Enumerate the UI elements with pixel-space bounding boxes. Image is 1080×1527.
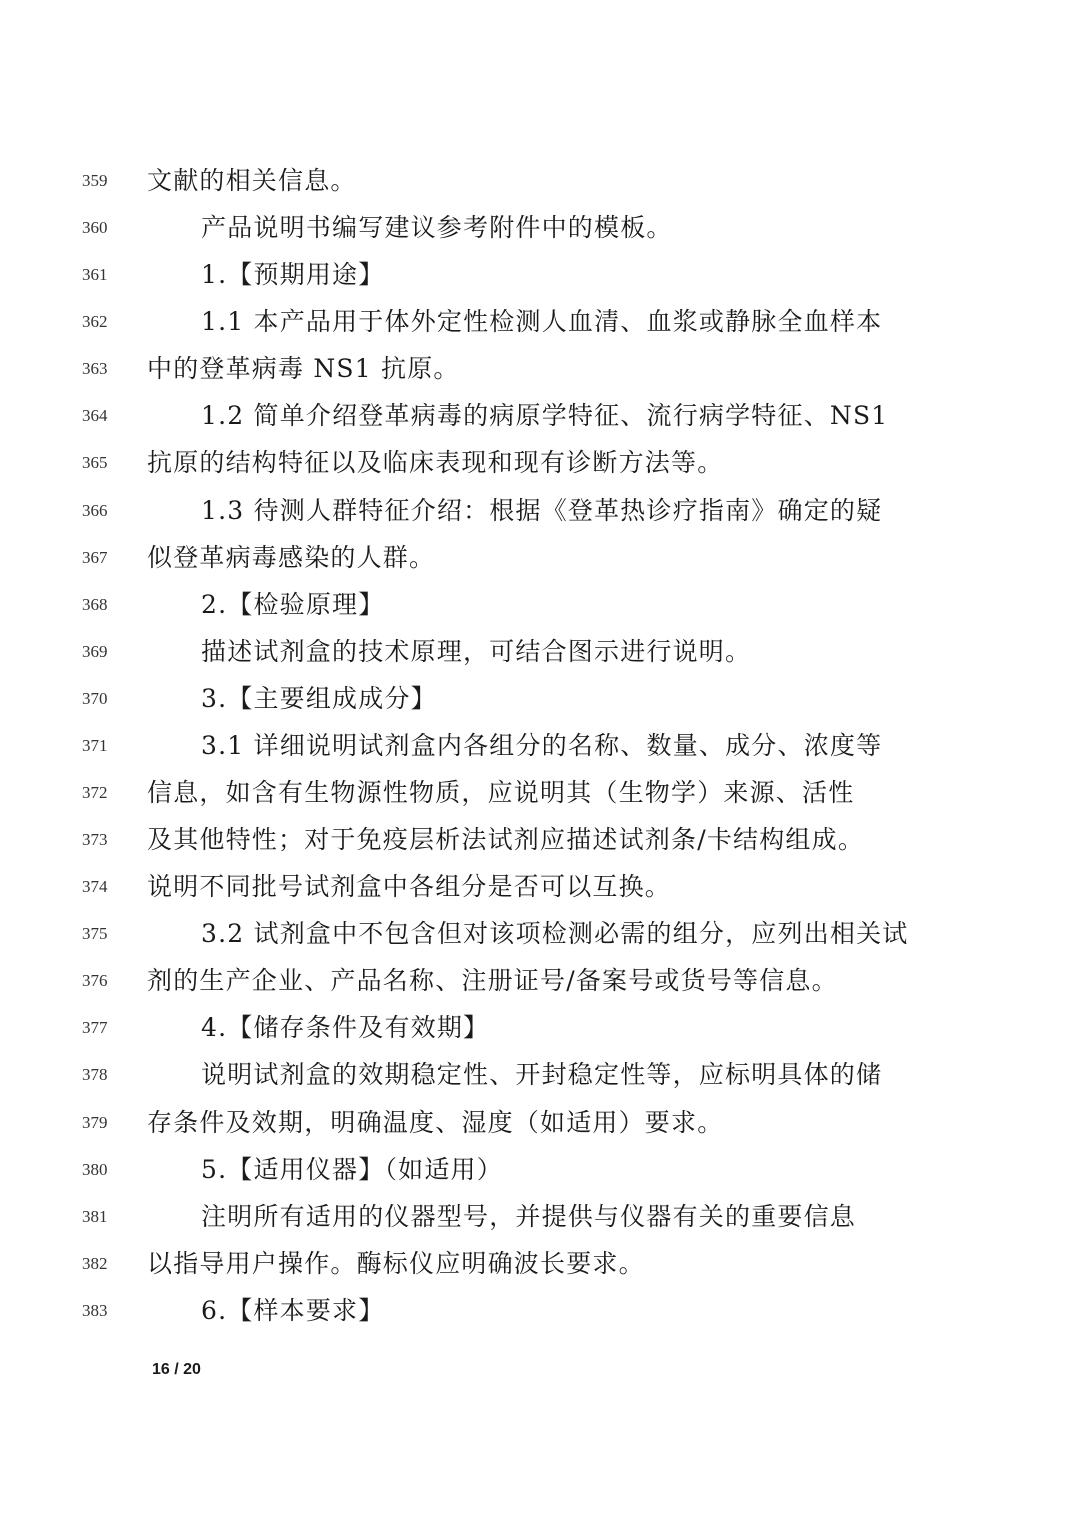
line-number: 364 bbox=[82, 406, 108, 426]
line-text: 产品说明书编写建议参考附件中的模板。 bbox=[201, 213, 673, 243]
line-number: 362 bbox=[82, 312, 108, 332]
line-number: 381 bbox=[82, 1206, 108, 1226]
line-number: 369 bbox=[82, 641, 108, 661]
text-line bbox=[0, 1004, 1080, 1051]
line-text: 2.【检验原理】 bbox=[201, 589, 385, 619]
line-text: 描述试剂盒的技术原理，可结合图示进行说明。 bbox=[201, 636, 752, 666]
line-text: 5.【适用仪器】（如适用） bbox=[201, 1154, 503, 1184]
text-body bbox=[0, 157, 1080, 1334]
line-text: 说明试剂盒的效期稳定性、开封稳定性等，应标明具体的储 bbox=[201, 1060, 883, 1090]
text-line bbox=[0, 722, 1080, 769]
line-text: 中的登革病毒 NS1 抗原。 bbox=[147, 354, 460, 384]
line-text: 信息，如含有生物源性物质，应说明其（生物学）来源、活性 bbox=[147, 778, 855, 808]
line-text: 剂的生产企业、产品名称、注册证号/备案号或货号等信息。 bbox=[147, 966, 838, 996]
line-text: 1.2 简单介绍登革病毒的病原学特征、流行病学特征、NS1 bbox=[201, 401, 889, 431]
text-line bbox=[0, 816, 1080, 863]
line-text: 1.【预期用途】 bbox=[201, 260, 385, 290]
line-number: 367 bbox=[82, 547, 108, 567]
text-line bbox=[0, 487, 1080, 534]
text-line bbox=[0, 157, 1080, 204]
line-text: 似登革病毒感染的人群。 bbox=[147, 542, 436, 572]
line-number: 374 bbox=[82, 877, 108, 897]
line-number: 379 bbox=[82, 1112, 108, 1132]
line-text: 说明不同批号试剂盒中各组分是否可以互换。 bbox=[147, 872, 672, 902]
line-text: 以指导用户操作。酶标仪应明确波长要求。 bbox=[147, 1248, 645, 1278]
page-number: 16 / 20 bbox=[152, 1361, 201, 1378]
line-text: 文献的相关信息。 bbox=[147, 166, 357, 195]
line-number: 365 bbox=[82, 453, 108, 473]
line-number: 372 bbox=[82, 783, 108, 803]
line-number: 359 bbox=[82, 171, 108, 190]
line-number: 377 bbox=[82, 1018, 108, 1038]
line-text: 1.1 本产品用于体外定性检测人血清、血浆或静脉全血样本 bbox=[201, 307, 883, 337]
line-number: 363 bbox=[82, 359, 108, 379]
line-number: 380 bbox=[82, 1159, 108, 1179]
line-number: 360 bbox=[82, 218, 108, 238]
line-text: 3.1 详细说明试剂盒内各组分的名称、数量、成分、浓度等 bbox=[201, 730, 883, 760]
line-number: 371 bbox=[82, 735, 108, 755]
text-line bbox=[0, 769, 1080, 816]
line-number: 382 bbox=[82, 1253, 108, 1273]
line-number: 376 bbox=[82, 971, 108, 991]
line-number: 378 bbox=[82, 1065, 108, 1085]
line-text: 抗原的结构特征以及临床表现和现有诊断方法等。 bbox=[147, 448, 724, 478]
text-line bbox=[0, 1146, 1080, 1193]
text-line bbox=[0, 910, 1080, 957]
text-line bbox=[0, 345, 1080, 392]
text-line bbox=[0, 1193, 1080, 1240]
line-text: 存条件及效期，明确温度、湿度（如适用）要求。 bbox=[147, 1107, 724, 1137]
line-number: 368 bbox=[82, 594, 108, 614]
text-line bbox=[0, 1240, 1080, 1287]
text-line bbox=[0, 439, 1080, 486]
text-line bbox=[0, 1051, 1080, 1098]
line-text: 1.3 待测人群特征介绍：根据《登革热诊疗指南》确定的疑 bbox=[201, 495, 883, 525]
text-line bbox=[0, 251, 1080, 298]
line-text: 3.2 试剂盒中不包含但对该项检测必需的组分，应列出相关试 bbox=[201, 919, 909, 949]
text-line bbox=[0, 1287, 1080, 1334]
line-number: 366 bbox=[82, 500, 108, 520]
line-number: 361 bbox=[82, 265, 108, 285]
text-line bbox=[0, 957, 1080, 1004]
text-line bbox=[0, 581, 1080, 628]
line-number: 373 bbox=[82, 830, 108, 850]
text-line bbox=[0, 204, 1080, 251]
text-line bbox=[0, 534, 1080, 581]
line-text: 6.【样本要求】 bbox=[201, 1295, 385, 1325]
text-line bbox=[0, 675, 1080, 722]
line-number: 383 bbox=[82, 1300, 108, 1320]
line-number: 375 bbox=[82, 924, 108, 944]
line-text: 及其他特性；对于免疫层析法试剂应描述试剂条/卡结构组成。 bbox=[147, 825, 865, 855]
line-text: 注明所有适用的仪器型号，并提供与仪器有关的重要信息 bbox=[201, 1201, 857, 1231]
text-line bbox=[0, 298, 1080, 345]
text-line bbox=[0, 628, 1080, 675]
text-line bbox=[0, 392, 1080, 439]
text-line bbox=[0, 863, 1080, 910]
text-line bbox=[0, 1099, 1080, 1146]
line-number: 370 bbox=[82, 688, 108, 708]
line-text: 4.【储存条件及有效期】 bbox=[201, 1013, 490, 1043]
line-text: 3.【主要组成成分】 bbox=[201, 683, 437, 713]
